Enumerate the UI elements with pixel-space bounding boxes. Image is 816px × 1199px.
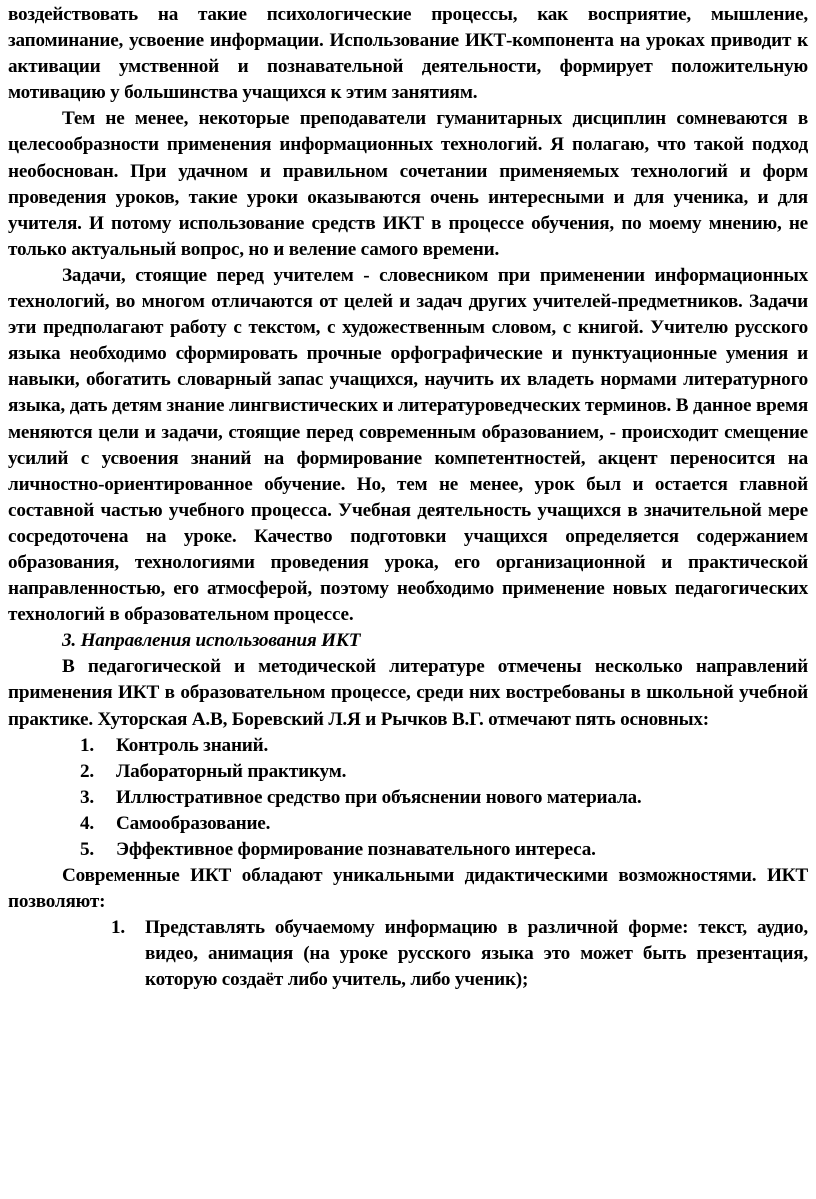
list-item xyxy=(80,785,808,811)
list-item xyxy=(80,837,808,863)
list-number: 1. xyxy=(80,734,94,756)
section-heading: 3. Направления использования ИКТ xyxy=(62,630,361,652)
paragraph-2: Тем не менее, некоторые преподаватели гуманитарных дисциплин сомневаются в целесообразности применения информационных технологий. Я полагаю, что такой подход необоснован. При удачном и правильном сочетании применяемых технологий и форм проведения уроков, такие уроки оказываются очень интересными и для ученика, и для учителя. И потому использование средств ИКТ в процессе обучения, по моему мнению, не только актуальный вопрос, но и веление самого времени. xyxy=(8,108,808,260)
list-number: 1. xyxy=(111,917,125,939)
list-item-text: Эффективное формирование познавательного интереса. xyxy=(116,839,596,860)
list-item-text: Самообразование. xyxy=(116,812,271,834)
list-item xyxy=(80,811,808,837)
list-number: 5. xyxy=(80,839,94,860)
capabilities-list xyxy=(8,915,808,993)
list-item-text: Контроль знаний. xyxy=(116,734,269,756)
paragraph-3: Задачи, стоящие перед учителем - словесником при применении информационных технологий, во многом отличаются от целей и задач других учителей-предметников. Задачи эти предполагают работу с текстом, с художественным словом, с книгой. Учителю русского языка необходимо сформировать прочные орфографические и пунктуационные умения и навыки, обогатить словарный запас учащихся, научить их владеть нормами литературного языка, дать детям знание лингвистических и литературоведческих терминов. В данное время меняются цели и задачи, стоящие перед современным образованием, - происходит смещение усилий с усвоения знаний на формирование компетентностей, акцент переносится на личностно-ориентированное обучение. Но, тем не менее, урок был и остается главной составной частью учебного процесса. Учебная деятельность учащихся в значительной мере сосредоточена на уроке. Качество подготовки учащихся определяется содержанием образования, технологиями проведения урока, его организационной и практической направленностью, его атмосферой, поэтому необходимо применение новых педагогических технологий в образовательном процессе. xyxy=(8,264,808,626)
list-number: 2. xyxy=(80,760,94,782)
list-number: 4. xyxy=(80,812,94,834)
directions-list xyxy=(8,733,808,863)
paragraph-5: Современные ИКТ обладают уникальными дидактическими возможностями. ИКТ позволяют: xyxy=(8,865,808,913)
list-item xyxy=(80,759,808,785)
list-item-text: Представлять обучаемому информацию в различной форме: текст, аудио, видео, анимация (на уроке русского языка это может быть презентация, которую создаёт либо учитель, либо ученик); xyxy=(145,917,808,991)
list-number: 3. xyxy=(80,786,94,808)
list-item-text: Лабораторный практикум. xyxy=(116,760,347,782)
paragraph-4: В педагогической и методической литературе отмечены несколько направлений применения ИКТ в образовательном процессе, среди них востребованы в школьной учебной практике. Хуторская А.В, Боревский Л.Я и Рычков В.Г. отмечают пять основных: xyxy=(8,656,808,730)
list-item-text: Иллюстративное средство при объяснении нового материала. xyxy=(116,786,642,808)
paragraph-1: воздействовать на такие психологические процессы, как восприятие, мышление, запоминание, усвоение информации. Использование ИКТ-компонента на уроках приводит к активации умственной и познавательной деятельности, формирует положительную мотивацию у большинства учащихся к этим занятиям. xyxy=(8,4,808,104)
list-item xyxy=(80,733,808,759)
list-item xyxy=(111,915,808,993)
